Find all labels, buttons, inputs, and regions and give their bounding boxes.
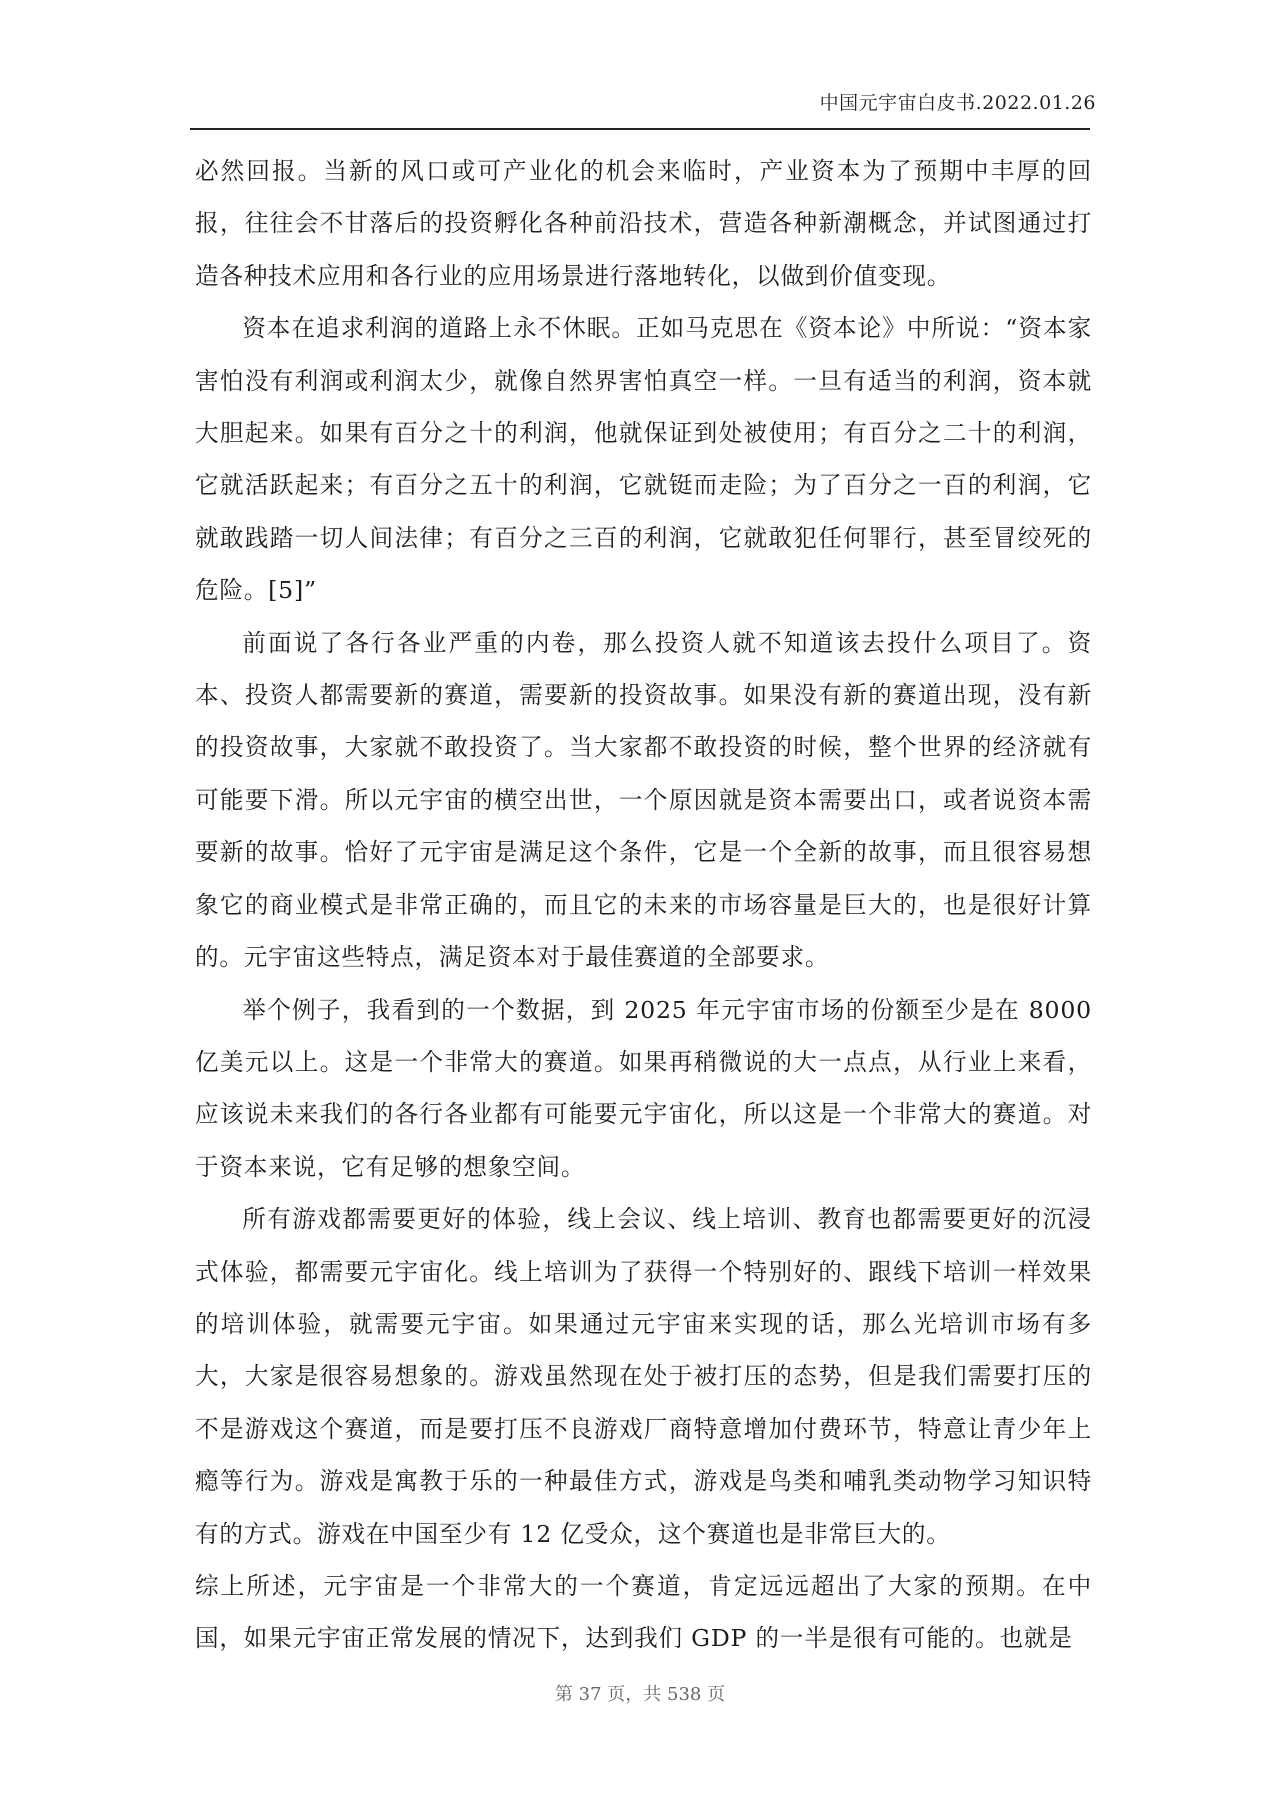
page-body <box>195 145 1092 1665</box>
paragraph-6: 综上所述，元宇宙是一个非常大的一个赛道，肯定远远超出了大家的预期。在中国，如果元宇宙正常发展的情况下，达到我们 GDP 的一半是很有可能的。也就是 <box>195 1571 1092 1653</box>
paragraph-3: 前面说了各行各业严重的内卷，那么投资人就不知道该去投什么项目了。资本、投资人都需要新的赛道，需要新的投资故事。如果没有新的赛道出现，没有新的投资故事，大家就不敢投资了。当大家都不敢投资的时候，整个世界的经济就有可能要下滑。所以元宇宙的横空出世，一个原因就是资本需要出口，或者说资本需要新的故事。恰好了元宇宙是满足这个条件，它是一个全新的故事，而且很容易想象它的商业模式是非常正确的，而且它的未来的市场容量是巨大的，也是很好计算的。元宇宙这些特点，满足资本对于最佳赛道的全部要求。 <box>195 628 1092 972</box>
paragraph-1: 必然回报。当新的风口或可产业化的机会来临时，产业资本为了预期中丰厚的回报，往往会不甘落后的投资孵化各种前沿技术，营造各种新潮概念，并试图通过打造各种技术应用和各行业的应用场景进行落地转化，以做到价值变现。 <box>195 157 1092 290</box>
header-divider <box>190 128 1090 130</box>
paragraph-4: 举个例子，我看到的一个数据，到 2025 年元宇宙市场的份额至少是在 8000 亿美元以上。这是一个非常大的赛道。如果再稍微说的大一点点，从行业上来看，应该说未来我们的各行各业都有可能要元宇宙化，所以这是一个非常大的赛道。对于资本来说，它有足够的想象空间。 <box>195 995 1092 1181</box>
paragraph-5: 所有游戏都需要更好的体验，线上会议、线上培训、教育也都需要更好的沉浸式体验，都需要元宇宙化。线上培训为了获得一个特别好的、跟线下培训一样效果的培训体验，就需要元宇宙。如果通过元宇宙来实现的话，那么光培训市场有多大，大家是很容易想象的。游戏虽然现在处于被打压的态势，但是我们需要打压的不是游戏这个赛道，而是要打压不良游戏厂商特意增加付费环节，特意让青少年上瘾等行为。游戏是寓教于乐的一种最佳方式，游戏是鸟类和哺乳类动物学习知识特有的方式。游戏在中国至少有 12 亿受众，这个赛道也是非常巨大的。 <box>195 1205 1092 1548</box>
paragraph-2: 资本在追求利润的道路上永不休眠。正如马克思在《资本论》中所说：“资本家害怕没有利润或利润太少，就像自然界害怕真空一样。一旦有适当的利润，资本就大胆起来。如果有百分之十的利润，他就保证到处被使用；有百分之二十的利润，它就活跃起来；有百分之五十的利润，它就铤而走险；为了百分之一百的利润，它就敢践踏一切人间法律；有百分之三百的利润，它就敢犯任何罪行，甚至冒绞死的危险。[5]” <box>195 314 1092 605</box>
page-number-footer: 第 37 页，共 538 页 <box>554 1684 726 1705</box>
document-header-title: 中国元宇宙白皮书.2022.01.26 <box>819 92 1096 114</box>
